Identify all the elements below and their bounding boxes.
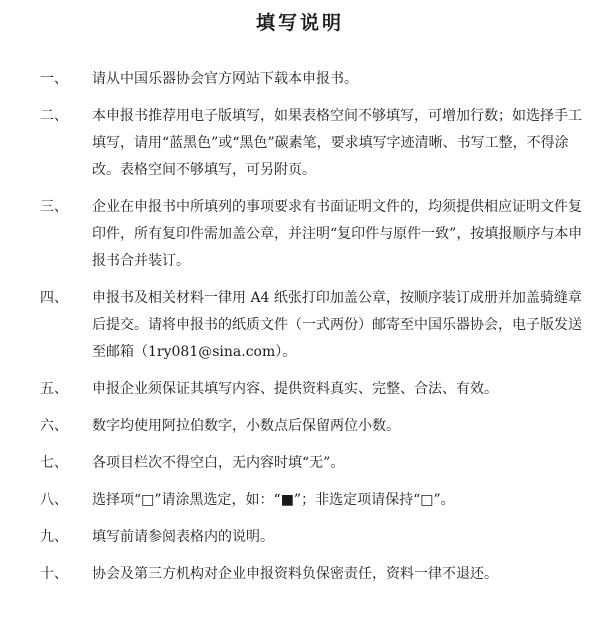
list-item: [40, 285, 586, 366]
item-number: 七、: [40, 455, 68, 471]
item-number: 三、: [40, 199, 68, 215]
item-text: 申报企业须保证其填写内容、提供资料真实、完整、合法、有效。: [92, 381, 498, 397]
item-text: 选择项“□”请涂黑选定，如：“■”；非选定项请保持“□”。: [92, 492, 455, 508]
list-item: [40, 376, 586, 403]
item-text: 各项目栏次不得空白，无内容时填“无”。: [92, 455, 345, 471]
item-number: 五、: [40, 381, 68, 397]
list-item: [40, 413, 586, 440]
item-number: 九、: [40, 529, 68, 545]
item-text: 数字均使用阿拉伯数字，小数点后保留两位小数。: [92, 418, 400, 434]
list-item: [40, 487, 586, 514]
item-text: 本申报书推荐用电子版填写，如果表格空间不够填写，可增加行数；如选择手工填写，请用“蓝黑色”或“黑色”碳素笔，要求填写字迹清晰、书写工整，不得涂改。表格空间不够填写，可另附页。: [92, 108, 582, 178]
item-number: 六、: [40, 418, 68, 434]
item-number: 一、: [40, 71, 68, 87]
item-number: 十、: [40, 566, 68, 582]
list-item: [40, 66, 586, 93]
item-text: 协会及第三方机构对企业申报资料负保密责任，资料一律不退还。: [92, 566, 498, 582]
page-title: 填写说明: [255, 12, 344, 34]
item-number: 二、: [40, 108, 68, 124]
instruction-list: [40, 66, 586, 598]
item-text: 申报书及相关材料一律用 A4 纸张打印加盖公章，按顺序装订成册并加盖骑缝章后提交。请将申报书的纸质文件（一式两份）邮寄至中国乐器协会，电子版发送至邮箱（1ry081@sina.com）。: [92, 290, 582, 360]
item-text: 填写前请参阅表格内的说明。: [92, 529, 274, 545]
item-number: 四、: [40, 290, 68, 306]
list-item: [40, 194, 586, 275]
list-item: [40, 524, 586, 551]
item-text: 企业在申报书中所填列的事项要求有书面证明文件的，均须提供相应证明文件复印件，所有复印件需加盖公章，并注明“复印件与原件一致”，按填报顺序与本申报书合并装订。: [92, 199, 583, 269]
item-number: 八、: [40, 492, 68, 508]
item-text: 请从中国乐器协会官方网站下载本申报书。: [92, 71, 358, 87]
list-item: [40, 561, 586, 588]
list-item: [40, 450, 586, 477]
list-item: [40, 103, 586, 184]
